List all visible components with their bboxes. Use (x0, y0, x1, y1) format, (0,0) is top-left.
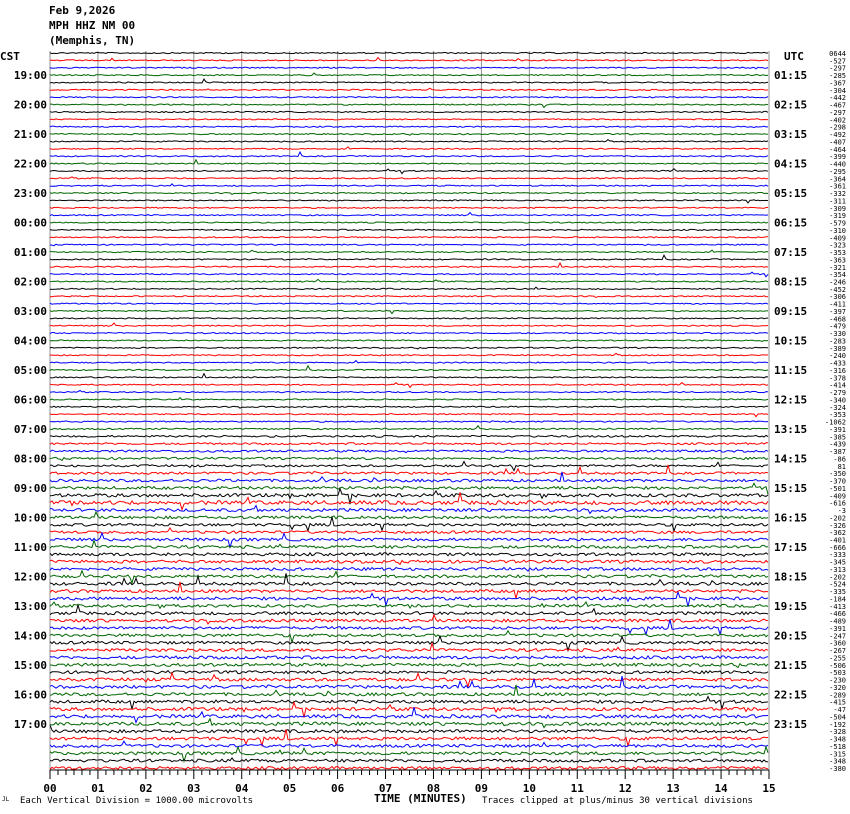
right-hour-label: 06:15 (774, 216, 808, 230)
trace-offset-label: -315 (829, 750, 846, 759)
trace-offset-label: -230 (829, 676, 846, 685)
right-hour-label: 23:15 (774, 717, 808, 731)
right-timezone: UTC (784, 50, 804, 63)
seismic-trace (50, 73, 768, 76)
trace-offset-label: -363 (829, 256, 846, 265)
seismic-trace (50, 553, 768, 557)
trace-offset-label: -320 (829, 683, 846, 692)
trace-offset-label: -202 (829, 573, 846, 582)
trace-offset-label: -367 (829, 79, 846, 88)
left-hour-label: 08:00 (13, 452, 47, 466)
left-hour-label: 11:00 (13, 540, 47, 554)
trace-offset-label: -524 (829, 580, 846, 589)
x-tick-label: 09 (474, 782, 489, 795)
trace-offset-label: -489 (829, 617, 846, 626)
seismic-traces (50, 52, 768, 770)
trace-offset-label: -316 (829, 366, 846, 375)
trace-offset-label: -267 (829, 647, 846, 656)
seismic-trace (50, 541, 768, 549)
trace-offset-label: -332 (829, 190, 846, 199)
seismic-trace (50, 353, 768, 355)
trace-offset-label: -360 (829, 639, 846, 648)
seismic-trace (50, 571, 768, 583)
trace-offset-label: -192 (829, 720, 846, 729)
seismic-trace (50, 97, 768, 98)
trace-offset-label: -333 (829, 551, 846, 560)
trace-offset-label: -247 (829, 632, 846, 641)
trace-offset-label: -518 (829, 742, 846, 751)
left-timezone: CST (0, 50, 20, 63)
seismic-trace (50, 636, 768, 650)
seismic-trace (50, 450, 768, 453)
trace-offset-label: -579 (829, 219, 846, 228)
trace-offset-label: -433 (829, 359, 846, 368)
x-tick-label: 15 (762, 782, 776, 795)
trace-offset-label: -492 (829, 131, 846, 140)
trace-offset-label: -616 (829, 499, 846, 508)
trace-offset-label: -297 (829, 64, 846, 73)
left-hour-label: 00:00 (13, 216, 47, 230)
right-hour-label: 09:15 (774, 304, 808, 318)
trace-offset-label: -380 (829, 765, 846, 773)
left-hour-label: 06:00 (13, 393, 47, 407)
trace-offset-label: -370 (829, 477, 846, 486)
left-hour-label: 16:00 (13, 688, 47, 702)
trace-offset-label: -240 (829, 352, 846, 361)
trace-offset-label: -414 (829, 381, 846, 390)
seismic-trace (50, 697, 768, 710)
trace-offset-label: -335 (829, 588, 846, 597)
x-tick-label: 02 (139, 782, 153, 795)
trace-offset-label: -361 (829, 182, 846, 191)
trace-offset-label: -442 (829, 94, 846, 103)
seismic-trace (50, 272, 768, 277)
logo-mark: JL (2, 796, 10, 803)
seismic-trace (50, 133, 768, 135)
scale-note: Each Vertical Division = 1000.00 microvolts (20, 796, 253, 806)
seismic-trace (50, 443, 768, 445)
trace-offset-label: -297 (829, 108, 846, 117)
seismic-trace (50, 88, 768, 90)
seismic-trace (50, 631, 768, 642)
trace-offset-label: -362 (829, 529, 846, 538)
seismic-trace (50, 279, 768, 282)
left-hour-label: 22:00 (13, 157, 47, 171)
right-hour-label: 01:15 (774, 69, 808, 83)
trace-offset-label: -246 (829, 278, 846, 287)
trace-offset-label: -47 (833, 706, 846, 715)
seismic-trace (50, 374, 768, 378)
left-hour-label: 15:00 (13, 658, 47, 672)
x-tick-label: 03 (187, 782, 201, 795)
seismic-trace (50, 673, 768, 687)
station-location: (Memphis, TN) (49, 34, 136, 47)
x-tick-label: 10 (522, 782, 536, 795)
trace-offset-label: -330 (829, 330, 846, 339)
left-hour-label: 23:00 (13, 187, 47, 201)
right-hour-label: 13:15 (774, 422, 808, 436)
trace-offset-label: -86 (833, 455, 846, 464)
seismic-trace (50, 528, 768, 534)
trace-offset-label: -387 (829, 448, 846, 457)
trace-offset-label: -440 (829, 160, 846, 169)
trace-offset-label: -399 (829, 153, 846, 162)
trace-offset-label: -354 (829, 271, 846, 280)
trace-offset-label: -345 (829, 558, 846, 567)
seismic-trace (50, 244, 768, 246)
trace-offset-label: -411 (829, 300, 846, 309)
trace-offset-label: -409 (829, 492, 846, 501)
trace-offset-label: -323 (829, 241, 846, 250)
x-tick-label: 14 (714, 782, 728, 795)
seismic-trace (50, 229, 768, 230)
seismic-trace (50, 747, 768, 762)
trace-offset-label: -415 (829, 698, 846, 707)
seismic-trace (50, 250, 768, 253)
seismic-trace (50, 193, 768, 195)
seismic-trace (50, 104, 768, 108)
seismic-trace (50, 533, 768, 547)
right-hour-label: 11:15 (774, 363, 808, 377)
right-hour-label: 22:15 (774, 688, 808, 702)
seismic-trace (50, 483, 768, 494)
trace-offset-label: -324 (829, 403, 846, 412)
seismic-trace (50, 656, 768, 659)
trace-offset-label: -202 (829, 514, 846, 523)
clip-note: Traces clipped at plus/minus 30 vertical divisions (482, 796, 753, 806)
trace-offset-label: -350 (829, 470, 846, 479)
seismic-trace (50, 222, 768, 223)
x-tick-label: 00 (43, 782, 57, 795)
trace-offset-label: -439 (829, 440, 846, 449)
right-hour-label: 07:15 (774, 246, 808, 260)
left-hour-label: 13:00 (13, 599, 47, 613)
trace-offset-label: -401 (829, 536, 846, 545)
x-tick-label: 12 (618, 782, 632, 795)
x-tick-label: 11 (570, 782, 584, 795)
record-date: Feb 9,2026 (49, 4, 116, 17)
right-hour-label: 05:15 (774, 187, 808, 201)
seismic-trace (50, 152, 768, 157)
seismic-trace (50, 79, 768, 83)
trace-offset-label: -506 (829, 661, 846, 670)
trace-offset-label: -479 (829, 322, 846, 331)
seismic-trace (50, 366, 768, 371)
right-hour-label: 08:15 (774, 275, 808, 289)
trace-offset-label: -289 (829, 691, 846, 700)
trace-offset-label: -353 (829, 249, 846, 258)
trace-offset-label: -397 (829, 307, 846, 316)
trace-offset-label: -666 (829, 543, 846, 552)
trace-offset-label: -304 (829, 86, 846, 95)
x-tick-label: 08 (426, 782, 441, 795)
trace-offset-label: -310 (829, 226, 846, 235)
x-tick-label: 06 (330, 782, 345, 795)
trace-offset-label: -321 (829, 263, 846, 272)
seismic-trace (50, 237, 768, 239)
seismic-trace (50, 462, 768, 471)
right-hour-label: 10:15 (774, 334, 808, 348)
trace-offset-label: -391 (829, 425, 846, 434)
left-hour-label: 19:00 (13, 69, 47, 83)
left-hour-label: 07:00 (13, 422, 47, 436)
trace-offset-label: -311 (829, 197, 846, 206)
right-hour-label: 17:15 (774, 540, 808, 554)
seismic-trace (50, 719, 768, 728)
left-hour-label: 20:00 (13, 98, 47, 112)
seismic-trace (50, 67, 768, 69)
seismic-trace (50, 663, 768, 667)
trace-offset-label: -295 (829, 167, 846, 176)
seismic-trace (50, 383, 768, 388)
right-hour-label: 15:15 (774, 481, 808, 495)
seismic-trace (50, 758, 768, 762)
trace-offset-label: -313 (829, 565, 846, 574)
left-hour-label: 14:00 (13, 629, 47, 643)
trace-offset-label: -452 (829, 285, 846, 294)
trace-offset-label: 81 (837, 462, 846, 471)
x-tick-label: 07 (378, 782, 393, 795)
x-tick-label: 13 (666, 782, 680, 795)
seismic-trace (50, 318, 768, 319)
trace-offset-label: -391 (829, 624, 846, 633)
x-tick-label: 04 (235, 782, 249, 795)
station-id: MPH HHZ NM 00 (49, 19, 136, 32)
seismic-trace (50, 200, 768, 203)
right-hour-label: 19:15 (774, 599, 808, 613)
seismic-trace (50, 296, 768, 298)
left-hour-label: 05:00 (13, 363, 47, 377)
seismic-trace (50, 457, 768, 460)
seismic-trace (50, 426, 768, 430)
seismic-trace (50, 741, 768, 747)
trace-offset-label: -326 (829, 521, 846, 530)
seismic-trace (50, 620, 768, 635)
seismic-trace (50, 421, 768, 422)
trace-offset-label: -467 (829, 101, 846, 110)
seismic-trace (50, 58, 768, 61)
seismic-trace (50, 361, 768, 364)
left-hour-label: 01:00 (13, 246, 47, 260)
seismic-trace (50, 310, 768, 313)
trace-offset-label: -309 (829, 204, 846, 213)
trace-offset-label: -409 (829, 234, 846, 243)
trace-offset-label: -385 (829, 433, 846, 442)
trace-offset-label: -319 (829, 212, 846, 221)
trace-offset-label: -504 (829, 713, 846, 722)
right-hour-label: 20:15 (774, 629, 808, 643)
seismic-trace (50, 489, 768, 505)
seismic-trace (50, 568, 768, 572)
trace-offset-label: -468 (829, 315, 846, 324)
trace-offset-label: -298 (829, 123, 846, 132)
right-hour-label: 02:15 (774, 98, 808, 112)
trace-offset-label: -328 (829, 728, 846, 737)
seismic-trace (50, 676, 768, 688)
seismic-trace (50, 602, 768, 608)
left-hour-label: 03:00 (13, 304, 47, 318)
seismic-trace (50, 398, 768, 400)
seismic-trace (50, 111, 768, 112)
left-hour-label: 21:00 (13, 128, 47, 142)
left-hour-label: 17:00 (13, 717, 47, 731)
trace-offset-label: -389 (829, 344, 846, 353)
trace-offset-label: -3 (837, 507, 846, 516)
trace-offset-label: -353 (829, 411, 846, 420)
x-tick-label: 01 (91, 782, 105, 795)
trace-offset-label: -364 (829, 175, 846, 184)
trace-offset-label: -378 (829, 374, 846, 383)
seismic-trace (50, 725, 768, 733)
right-hour-label: 16:15 (774, 511, 808, 525)
seismic-trace (50, 517, 768, 531)
seismic-trace (50, 506, 768, 514)
trace-offset-label: -501 (829, 484, 846, 493)
seismic-trace (50, 177, 768, 179)
left-hour-label: 12:00 (13, 570, 47, 584)
seismic-trace (50, 347, 768, 349)
x-axis-title: TIME (MINUTES) (374, 792, 467, 805)
trace-offset-label: -466 (829, 610, 846, 619)
seismic-trace (50, 560, 768, 564)
right-hour-label: 18:15 (774, 570, 808, 584)
seismic-trace (50, 414, 768, 417)
left-hour-label: 09:00 (13, 481, 47, 495)
trace-offset-label: -279 (829, 389, 846, 398)
right-hour-label: 04:15 (774, 157, 808, 171)
trace-offset-label: -413 (829, 602, 846, 611)
right-hour-label: 21:15 (774, 658, 808, 672)
seismic-trace (50, 169, 768, 174)
seismic-trace (50, 140, 768, 143)
seismic-trace (50, 435, 768, 437)
trace-offset-label: -527 (829, 57, 846, 66)
right-hour-label: 03:15 (774, 128, 808, 142)
seismic-trace (50, 160, 768, 164)
trace-offset-label: -348 (829, 757, 846, 766)
seismic-trace (50, 255, 768, 260)
trace-offset-label: -407 (829, 138, 846, 147)
trace-offset-label: -402 (829, 116, 846, 125)
seismic-trace (50, 615, 768, 624)
seismic-trace (50, 126, 768, 128)
seismic-trace (50, 207, 768, 208)
trace-offset-label: -464 (829, 145, 846, 154)
minute-grid (50, 51, 769, 770)
seismic-trace (50, 573, 768, 585)
trace-offset-label: -285 (829, 72, 846, 81)
seismic-trace (50, 671, 768, 674)
trace-offset-label: -503 (829, 669, 846, 678)
left-hour-label: 02:00 (13, 275, 47, 289)
seismic-trace (50, 263, 768, 267)
trace-offset-label: -348 (829, 735, 846, 744)
right-hour-label: 14:15 (774, 452, 808, 466)
trace-offset-label: -340 (829, 396, 846, 405)
seismic-trace (50, 213, 768, 216)
trace-offset-label: -306 (829, 293, 846, 302)
seismic-trace (50, 323, 768, 326)
left-hour-label: 10:00 (13, 511, 47, 525)
seismic-trace (50, 52, 768, 53)
right-hour-label: 12:15 (774, 393, 808, 407)
seismic-trace (50, 147, 768, 150)
seismic-trace (50, 119, 768, 120)
seismic-trace (50, 340, 768, 342)
seismic-trace (50, 303, 768, 304)
seismic-trace (50, 287, 768, 289)
seismic-trace (50, 391, 768, 393)
seismic-trace (50, 644, 768, 652)
trace-offset-label: -283 (829, 337, 846, 346)
trace-offset-label: -1062 (824, 418, 846, 427)
seismic-trace (50, 512, 768, 519)
trace-offset-label: -255 (829, 654, 846, 663)
trace-offset-label: -184 (829, 595, 846, 604)
seismic-trace (50, 333, 768, 334)
seismic-trace (50, 184, 768, 186)
trace-offset-label: 0644 (829, 50, 846, 58)
left-hour-label: 04:00 (13, 334, 47, 348)
x-tick-label: 05 (283, 782, 297, 795)
seismic-trace (50, 406, 768, 408)
